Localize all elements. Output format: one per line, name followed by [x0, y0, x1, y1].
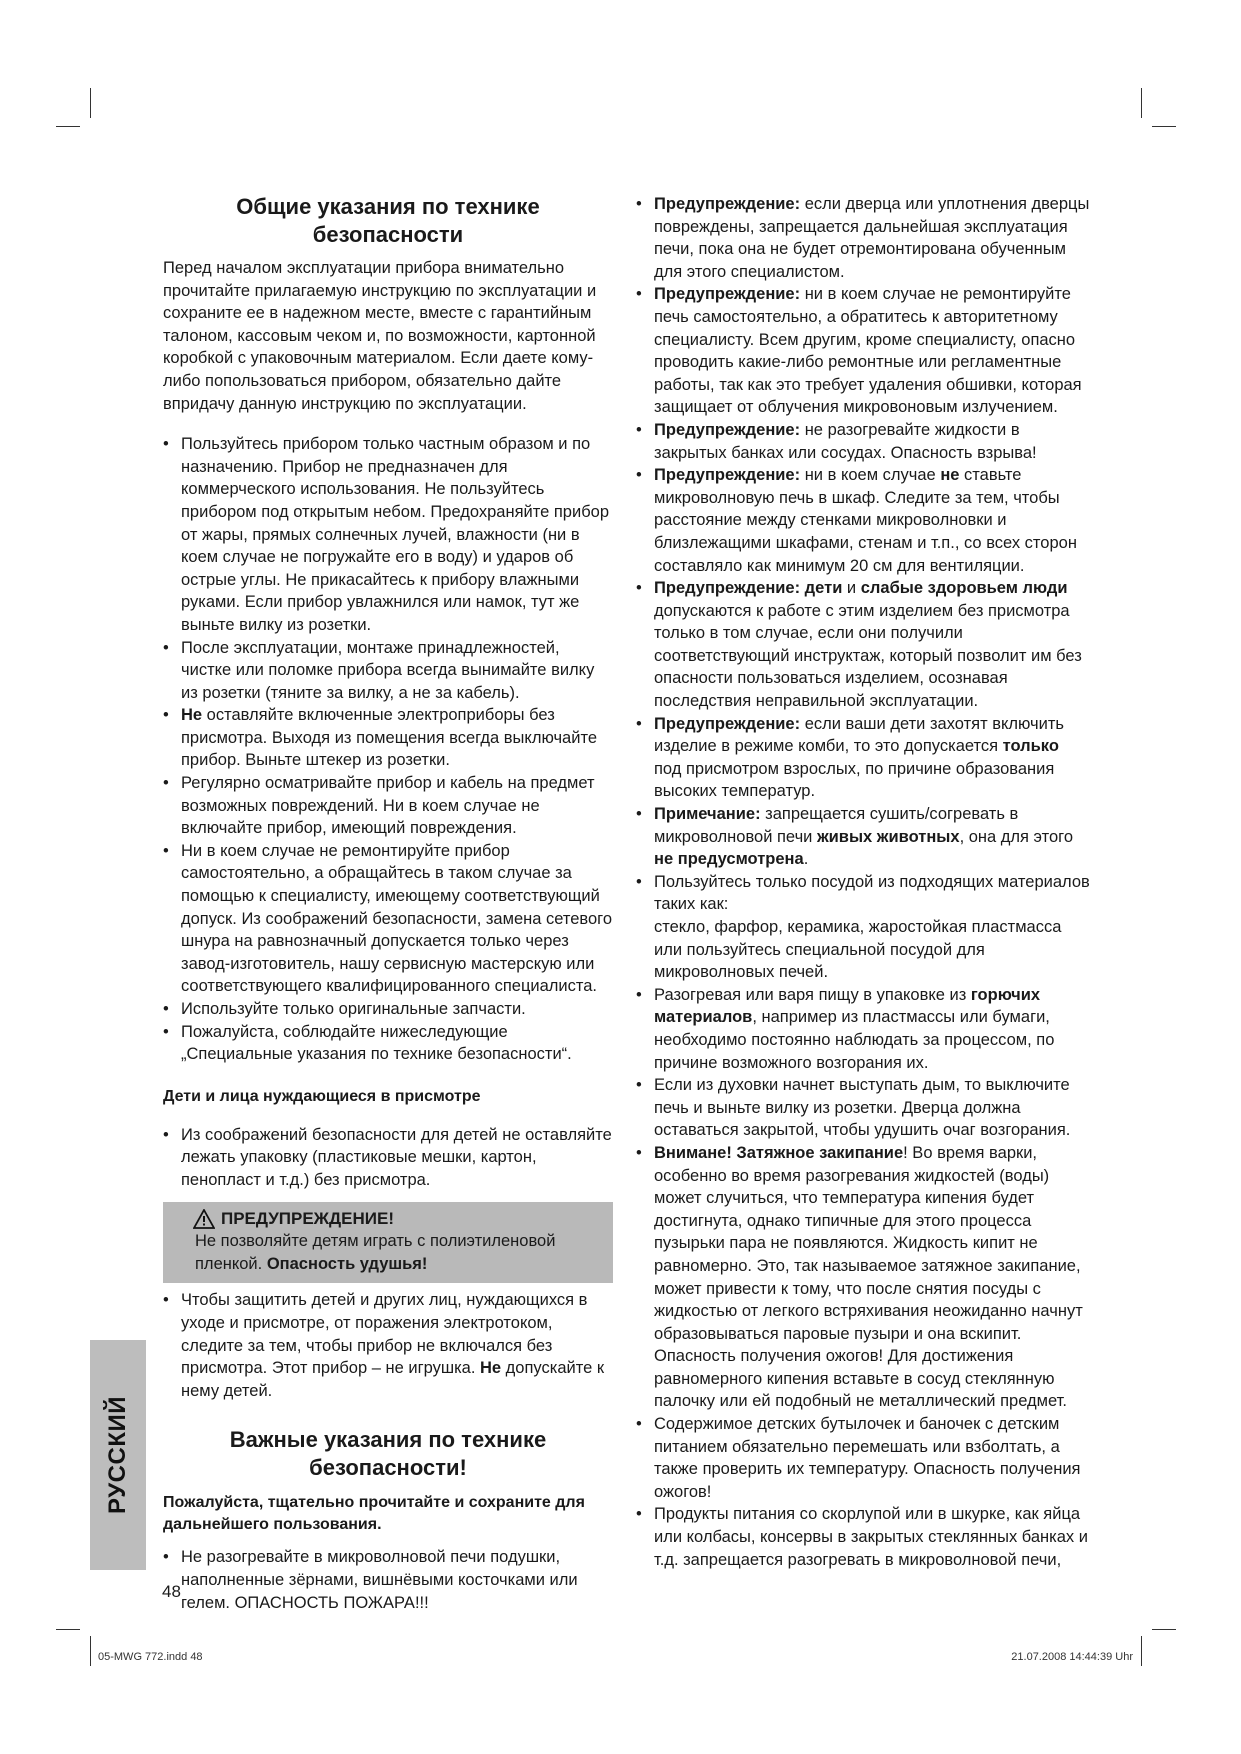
- list-item: • Пожалуйста, соблюдайте нижеследующие „Специальные указания по технике безопасности“.: [163, 1021, 613, 1066]
- list-item: • Примечание: запрещается сушить/согревать в микроволновой печи живых животных, она для этого не предусмотрена.: [636, 803, 1090, 871]
- important-list: [163, 1546, 613, 1614]
- list-item: • Предупреждение: если ваши дети захотят включить изделие в режиме комби, то это допускается только под присмотром взрослых, по причине образования высоких температур.: [636, 713, 1090, 803]
- intro-paragraph: Перед началом эксплуатации прибора внимательно прочитайте прилагаемую инструкцию по эксплуатации и сохраните ее в надежном месте, вместе с гарантийным талоном, кассовым чеком и, по возможности, картонной коробкой с упаковочным материалом. Если даете кому-либо попользоваться прибором, обязательно дайте впридачу данную инструкцию по эксплуатации.: [163, 259, 597, 413]
- page-number: 48: [162, 1582, 181, 1601]
- list-item: • Продукты питания со скорлупой или в шкурке, как яйца или колбасы, консервы в закрытых стеклянных банках и т.д. запрещается разогревать в микроволновой печи,: [636, 1503, 1090, 1571]
- section-heading-important-safety: Важные указания по технике безопасности!: [229, 1427, 547, 1481]
- children-list: [163, 1124, 613, 1192]
- warning-header: [193, 1208, 603, 1231]
- crop-mark: [56, 1629, 80, 1630]
- list-item: • Не оставляйте включенные электроприборы без присмотра. Выходя из помещения всегда выключайте прибор. Выньте штекер из розетки.: [163, 704, 613, 772]
- children-list-2: [163, 1289, 613, 1402]
- left-column: [163, 193, 613, 1614]
- crop-mark: [1152, 1629, 1176, 1630]
- list-item: • Предупреждение: ни в коем случае не ставьте микроволновую печь в шкаф. Следите за тем, чтобы расстояние между стенками микроволновки и близлежащими шкафами, стенам и т.п., со всех сторон составляло как минимум 20 см для вентиляции.: [636, 464, 1090, 577]
- footer-datetime: 21.07.2008 14:44:39 Uhr: [1011, 1651, 1133, 1663]
- list-item: • После эксплуатации, монтаже принадлежностей, чистке или поломке прибора всегда вынимайте вилку из розетки (тяните за вилку, а не за кабель).: [163, 637, 613, 705]
- list-item: • Не разогревайте в микроволновой печи подушки, наполненные зёрнами, вишнёвыми косточками или гелем. ОПАСНОСТЬ ПОЖАРА!!!: [163, 1546, 613, 1614]
- list-item: • Из соображений безопасности для детей не оставляйте лежать упаковку (пластиковые мешки, картон, пенопласт и т.д.) без присмотра.: [163, 1124, 613, 1192]
- footer-file: 05-MWG 772.indd 48: [98, 1651, 203, 1663]
- list-item: • Пользуйтесь только посудой из подходящих материалов таких как: стекло, фарфор, керамика, жаростойкая пластмасса или пользуйтесь специальной посудой для микроволновых печей.: [636, 871, 1090, 984]
- list-item: • Чтобы защитить детей и других лиц, нуждающихся в уходе и присмотре, от поражения электротоком, следите за тем, чтобы прибор не включался без присмотра. Этот прибор – не игрушка. Не допускайте к нему детей.: [163, 1289, 613, 1402]
- warning-text: Не позволяйте детям играть с полиэтиленовой пленкой. Опасность удушья!: [195, 1232, 556, 1273]
- crop-mark: [1141, 88, 1142, 118]
- language-tab: [90, 1340, 146, 1570]
- crop-mark: [1141, 1636, 1142, 1666]
- language-tab-label: РУССКИЙ: [104, 1396, 131, 1514]
- sub-heading-read-carefully: Пожалуйста, тщательно прочитайте и сохраните для дальнейшего пользования.: [163, 1494, 585, 1534]
- list-item: • Содержимое детских бутылочек и баночек с детским питанием обязательно перемешать или взболтать, а также проверить их температуру. Опасность получения ожогов!: [636, 1413, 1090, 1503]
- list-item: • Используйте только оригинальные запчасти.: [163, 998, 613, 1021]
- crop-mark: [90, 1636, 91, 1666]
- list-item: • Регулярно осматривайте прибор и кабель на предмет возможных повреждений. Ни в коем случае не включайте прибор, имеющий повреждения.: [163, 772, 613, 840]
- right-column: [636, 193, 1090, 1571]
- list-item: • Предупреждение: дети и слабые здоровьем люди допускаются к работе с этим изделием без присмотра только в том случае, если они получили соответствующий инструктаж, который позволит им без опасности пользоваться изделием, осознавая последствия неправильной эксплуатации.: [636, 577, 1090, 713]
- list-item: • Если из духовки начнет выступать дым, то выключите печь и выньте вилку из розетки. Дверца должна оставаться закрытой, чтобы удушить очаг возгорания.: [636, 1074, 1090, 1142]
- crop-mark: [1152, 126, 1176, 127]
- warning-title: ПРЕДУПРЕЖДЕНИЕ!: [221, 1208, 394, 1228]
- warning-box: [163, 1202, 613, 1284]
- general-safety-list: [163, 433, 613, 1066]
- list-item: • Ни в коем случае не ремонтируйте прибор самостоятельно, а обращайтесь в таком случае за помощью к специалисту, имеющему соответствующий допуск. Из соображений безопасности, замена сетевого шнура на равнозначный допускается только через завод-изготовитель, нашу сервисную мастерскую или соответствующего квалифицированного специалиста.: [163, 840, 613, 998]
- list-item: • Предупреждение: не разогревайте жидкости в закрытых банках или сосудах. Опасность взрыва!: [636, 419, 1090, 464]
- list-item: • Разогревая или варя пищу в упаковке из горючих материалов, например из пластмассы или бумаги, необходимо постоянно наблюдать за процессом, по причине возможного возгорания их.: [636, 984, 1090, 1074]
- crop-mark: [90, 88, 91, 118]
- sub-heading-children: Дети и лица нуждающиеся в присмотре: [163, 1087, 481, 1105]
- section-heading-general-safety: Общие указания по технике безопасности: [236, 194, 540, 247]
- list-item: • Предупреждение: если дверца или уплотнения дверцы повреждены, запрещается дальнейшая эксплуатация печи, пока она не будет отремонтирована обученным для этого специалистом.: [636, 193, 1090, 283]
- warning-triangle-icon: [193, 1209, 215, 1229]
- list-item: • Пользуйтесь прибором только частным образом и по назначению. Прибор не предназначен для коммерческого использования. Не пользуйтесь прибором под открытым небом. Предохраняйте прибор от жары, прямых солнечных лучей, влажности (ни в коем случае не погружайте его в воду) и ударов об острые углы. Не прикасайтесь к прибору влажными руками. Если прибор увлажнился или намок, тут же выньте вилку из розетки.: [163, 433, 613, 636]
- crop-mark: [56, 126, 80, 127]
- list-item: • Внимане! Затяжное закипание! Во время варки, особенно во время разогревания жидкостей (воды) может случиться, что температура кипения будет достигнута, однако типичные для этого процесса пузырьки пара не появляются. Жидкость кипит не равномерно. Это, так называемое затяжное закипание, может привести к тому, что после снятия посуды с жидкостью от легкого встряхивания неожиданно начнут образовываться паровые пузыри и она вскипит. Опасность получения ожогов! Для достижения равномерного кипения вставьте в сосуд стеклянную палочку или ей подобный не металлический предмет.: [636, 1142, 1090, 1413]
- list-item: • Предупреждение: ни в коем случае не ремонтируйте печь самостоятельно, а обратитесь к авторитетному специалисту. Всем другим, кроме специалисту, опасно проводить какие-либо ремонтные или регламентные работы, так как это требует удаления обшивки, которая защищает от облучения микровоновым излучением.: [636, 283, 1090, 419]
- warnings-list: [636, 193, 1090, 1571]
